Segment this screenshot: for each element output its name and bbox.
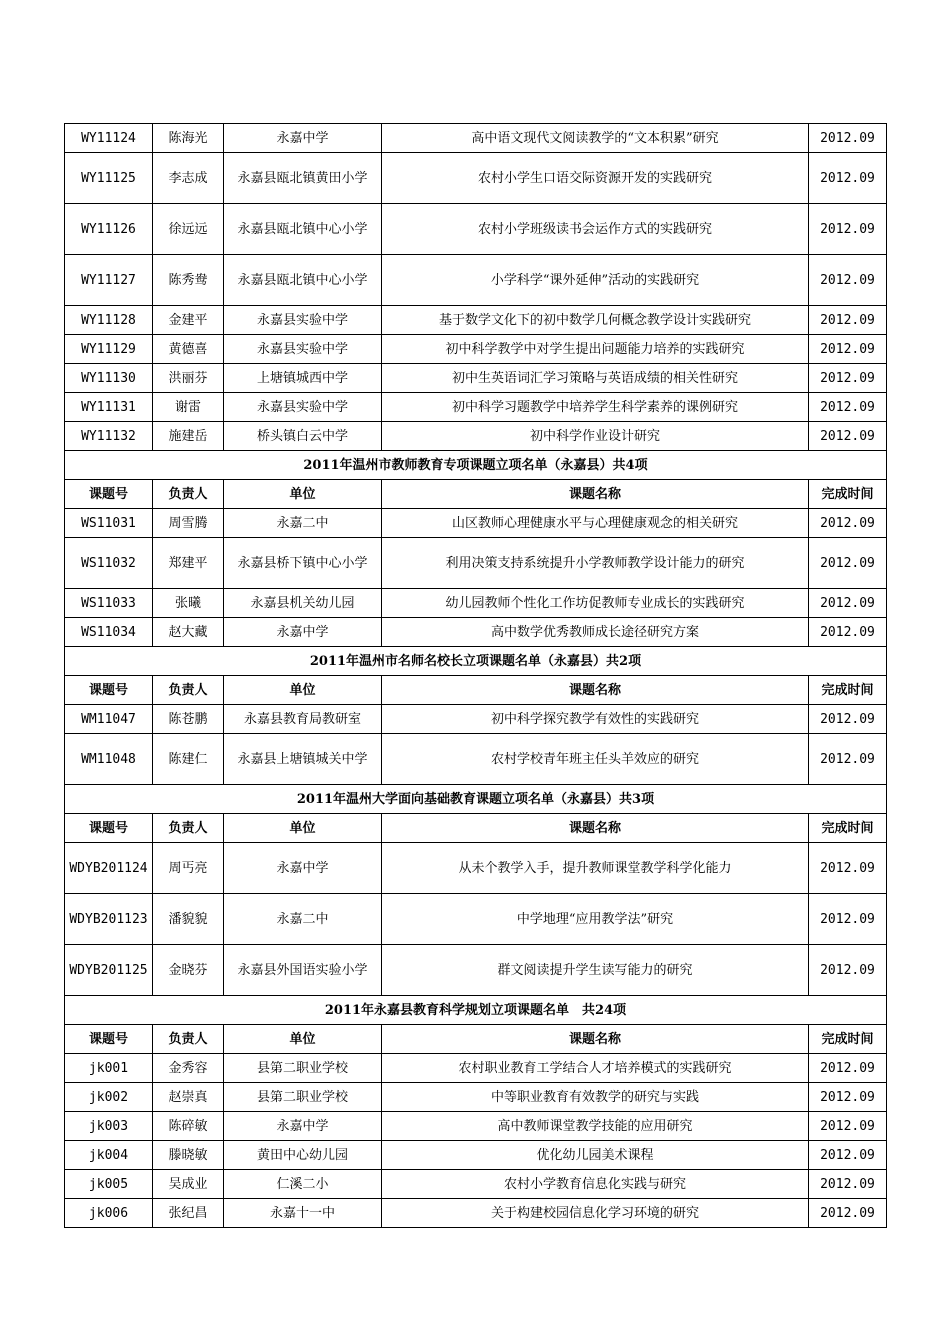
completion-date-cell: 2012.09 xyxy=(809,153,887,204)
section-title-row xyxy=(65,451,887,480)
table-row xyxy=(65,1054,887,1083)
project-title-cell: 关于构建校园信息化学习环境的研究 xyxy=(382,1199,809,1228)
unit-cell: 永嘉县实验中学 xyxy=(224,393,382,422)
header-leader: 负责人 xyxy=(153,480,224,509)
completion-date-cell: 2012.09 xyxy=(809,538,887,589)
unit-cell: 永嘉县机关幼儿园 xyxy=(224,589,382,618)
section-title: 2011年温州市教师教育专项课题立项名单（永嘉县）共4项 xyxy=(65,451,887,480)
header-completion-date: 完成时间 xyxy=(809,480,887,509)
completion-date-cell: 2012.09 xyxy=(809,364,887,393)
leader-cell: 周丐亮 xyxy=(153,843,224,894)
leader-cell: 陈秀鸯 xyxy=(153,255,224,306)
project-title-cell: 幼儿园教师个性化工作坊促教师专业成长的实践研究 xyxy=(382,589,809,618)
header-unit: 单位 xyxy=(224,480,382,509)
unit-cell: 上塘镇城西中学 xyxy=(224,364,382,393)
table-row xyxy=(65,335,887,364)
project-title-cell: 从未个教学入手，提升教师课堂教学科学化能力 xyxy=(382,843,809,894)
project-id-cell: WDYB201125 xyxy=(65,945,153,996)
table-header-row xyxy=(65,814,887,843)
header-project-title: 课题名称 xyxy=(382,480,809,509)
project-title-cell: 农村职业教育工学结合人才培养模式的实践研究 xyxy=(382,1054,809,1083)
project-id-cell: jk003 xyxy=(65,1112,153,1141)
project-id-cell: WDYB201123 xyxy=(65,894,153,945)
leader-cell: 吴成业 xyxy=(153,1170,224,1199)
project-title-cell: 群文阅读提升学生读写能力的研究 xyxy=(382,945,809,996)
table-row xyxy=(65,393,887,422)
completion-date-cell: 2012.09 xyxy=(809,393,887,422)
table-row xyxy=(65,153,887,204)
leader-cell: 郑建平 xyxy=(153,538,224,589)
project-id-cell: WS11031 xyxy=(65,509,153,538)
leader-cell: 陈海光 xyxy=(153,124,224,153)
project-id-cell: WY11130 xyxy=(65,364,153,393)
table-row xyxy=(65,1199,887,1228)
project-id-cell: WDYB201124 xyxy=(65,843,153,894)
header-project-id: 课题号 xyxy=(65,814,153,843)
project-title-cell: 利用决策支持系统提升小学教师教学设计能力的研究 xyxy=(382,538,809,589)
unit-cell: 永嘉县外国语实验小学 xyxy=(224,945,382,996)
unit-cell: 永嘉县瓯北镇中心小学 xyxy=(224,255,382,306)
table-row xyxy=(65,945,887,996)
completion-date-cell: 2012.09 xyxy=(809,705,887,734)
unit-cell: 永嘉十一中 xyxy=(224,1199,382,1228)
completion-date-cell: 2012.09 xyxy=(809,1170,887,1199)
table-row xyxy=(65,843,887,894)
completion-date-cell: 2012.09 xyxy=(809,509,887,538)
leader-cell: 赵崇真 xyxy=(153,1083,224,1112)
project-id-cell: WY11132 xyxy=(65,422,153,451)
leader-cell: 徐远远 xyxy=(153,204,224,255)
unit-cell: 永嘉县上塘镇城关中学 xyxy=(224,734,382,785)
section-title: 2011年永嘉县教育科学规划立项课题名单 共24项 xyxy=(65,996,887,1025)
project-title-cell: 基于数学文化下的初中数学几何概念教学设计实践研究 xyxy=(382,306,809,335)
completion-date-cell: 2012.09 xyxy=(809,618,887,647)
completion-date-cell: 2012.09 xyxy=(809,422,887,451)
unit-cell: 黄田中心幼儿园 xyxy=(224,1141,382,1170)
leader-cell: 施建岳 xyxy=(153,422,224,451)
table-row xyxy=(65,364,887,393)
completion-date-cell: 2012.09 xyxy=(809,335,887,364)
project-title-cell: 优化幼儿园美术课程 xyxy=(382,1141,809,1170)
table-row xyxy=(65,255,887,306)
table-body xyxy=(65,124,887,1228)
table-row xyxy=(65,1112,887,1141)
project-title-cell: 初中科学探究教学有效性的实践研究 xyxy=(382,705,809,734)
leader-cell: 赵大藏 xyxy=(153,618,224,647)
unit-cell: 永嘉县桥下镇中心小学 xyxy=(224,538,382,589)
unit-cell: 永嘉中学 xyxy=(224,618,382,647)
unit-cell: 永嘉县实验中学 xyxy=(224,306,382,335)
leader-cell: 滕晓敏 xyxy=(153,1141,224,1170)
project-id-cell: WM11047 xyxy=(65,705,153,734)
project-title-cell: 农村学校青年班主任头羊效应的研究 xyxy=(382,734,809,785)
completion-date-cell: 2012.09 xyxy=(809,1199,887,1228)
unit-cell: 永嘉二中 xyxy=(224,894,382,945)
leader-cell: 潘貌貌 xyxy=(153,894,224,945)
header-unit: 单位 xyxy=(224,1025,382,1054)
project-title-cell: 初中科学教学中对学生提出问题能力培养的实践研究 xyxy=(382,335,809,364)
project-id-cell: WY11129 xyxy=(65,335,153,364)
project-id-cell: WY11128 xyxy=(65,306,153,335)
header-unit: 单位 xyxy=(224,814,382,843)
section-title-row xyxy=(65,996,887,1025)
completion-date-cell: 2012.09 xyxy=(809,843,887,894)
table-row xyxy=(65,734,887,785)
section-title: 2011年温州市名师名校长立项课题名单（永嘉县）共2项 xyxy=(65,647,887,676)
project-id-cell: WY11125 xyxy=(65,153,153,204)
header-completion-date: 完成时间 xyxy=(809,676,887,705)
table-row xyxy=(65,124,887,153)
leader-cell: 张曦 xyxy=(153,589,224,618)
project-id-cell: jk002 xyxy=(65,1083,153,1112)
header-unit: 单位 xyxy=(224,676,382,705)
leader-cell: 洪丽芬 xyxy=(153,364,224,393)
project-title-cell: 高中数学优秀教师成长途径研究方案 xyxy=(382,618,809,647)
header-project-title: 课题名称 xyxy=(382,814,809,843)
table-row xyxy=(65,589,887,618)
table-header-row xyxy=(65,1025,887,1054)
table-row xyxy=(65,204,887,255)
project-title-cell: 小学科学“课外延伸”活动的实践研究 xyxy=(382,255,809,306)
project-title-cell: 山区教师心理健康水平与心理健康观念的相关研究 xyxy=(382,509,809,538)
completion-date-cell: 2012.09 xyxy=(809,306,887,335)
project-title-cell: 中等职业教育有效教学的研究与实践 xyxy=(382,1083,809,1112)
header-project-id: 课题号 xyxy=(65,480,153,509)
project-title-cell: 初中生英语词汇学习策略与英语成绩的相关性研究 xyxy=(382,364,809,393)
header-leader: 负责人 xyxy=(153,676,224,705)
project-title-cell: 中学地理“应用教学法”研究 xyxy=(382,894,809,945)
header-project-id: 课题号 xyxy=(65,1025,153,1054)
section-title: 2011年温州大学面向基础教育课题立项名单（永嘉县）共3项 xyxy=(65,785,887,814)
project-title-cell: 农村小学教育信息化实践与研究 xyxy=(382,1170,809,1199)
project-id-cell: WS11034 xyxy=(65,618,153,647)
project-title-cell: 高中语文现代文阅读教学的“文本积累”研究 xyxy=(382,124,809,153)
completion-date-cell: 2012.09 xyxy=(809,1112,887,1141)
project-id-cell: WS11033 xyxy=(65,589,153,618)
leader-cell: 陈苍鹏 xyxy=(153,705,224,734)
unit-cell: 永嘉中学 xyxy=(224,1112,382,1141)
completion-date-cell: 2012.09 xyxy=(809,894,887,945)
leader-cell: 周雪腾 xyxy=(153,509,224,538)
project-title-cell: 农村小学班级读书会运作方式的实践研究 xyxy=(382,204,809,255)
unit-cell: 县第二职业学校 xyxy=(224,1054,382,1083)
completion-date-cell: 2012.09 xyxy=(809,255,887,306)
table-row xyxy=(65,509,887,538)
project-id-cell: WY11131 xyxy=(65,393,153,422)
completion-date-cell: 2012.09 xyxy=(809,589,887,618)
leader-cell: 金晓芬 xyxy=(153,945,224,996)
leader-cell: 谢雷 xyxy=(153,393,224,422)
header-project-title: 课题名称 xyxy=(382,1025,809,1054)
completion-date-cell: 2012.09 xyxy=(809,734,887,785)
table-row xyxy=(65,306,887,335)
leader-cell: 陈碎敏 xyxy=(153,1112,224,1141)
table-header-row xyxy=(65,676,887,705)
section-title-row xyxy=(65,785,887,814)
table-row xyxy=(65,894,887,945)
completion-date-cell: 2012.09 xyxy=(809,1083,887,1112)
unit-cell: 永嘉县瓯北镇黄田小学 xyxy=(224,153,382,204)
project-id-cell: WY11124 xyxy=(65,124,153,153)
unit-cell: 仁溪二小 xyxy=(224,1170,382,1199)
completion-date-cell: 2012.09 xyxy=(809,204,887,255)
unit-cell: 永嘉中学 xyxy=(224,843,382,894)
leader-cell: 陈建仁 xyxy=(153,734,224,785)
project-list-table xyxy=(64,123,887,1228)
completion-date-cell: 2012.09 xyxy=(809,1054,887,1083)
project-title-cell: 初中科学习题教学中培养学生科学素养的课例研究 xyxy=(382,393,809,422)
unit-cell: 永嘉县瓯北镇中心小学 xyxy=(224,204,382,255)
leader-cell: 金建平 xyxy=(153,306,224,335)
section-title-row xyxy=(65,647,887,676)
project-title-cell: 农村小学生口语交际资源开发的实践研究 xyxy=(382,153,809,204)
project-id-cell: WY11127 xyxy=(65,255,153,306)
header-completion-date: 完成时间 xyxy=(809,1025,887,1054)
project-id-cell: jk004 xyxy=(65,1141,153,1170)
header-project-id: 课题号 xyxy=(65,676,153,705)
project-id-cell: jk006 xyxy=(65,1199,153,1228)
completion-date-cell: 2012.09 xyxy=(809,1141,887,1170)
header-leader: 负责人 xyxy=(153,814,224,843)
unit-cell: 桥头镇白云中学 xyxy=(224,422,382,451)
unit-cell: 永嘉二中 xyxy=(224,509,382,538)
table-row xyxy=(65,1083,887,1112)
project-title-cell: 高中教师课堂教学技能的应用研究 xyxy=(382,1112,809,1141)
leader-cell: 张纪昌 xyxy=(153,1199,224,1228)
leader-cell: 黄德喜 xyxy=(153,335,224,364)
project-id-cell: jk005 xyxy=(65,1170,153,1199)
table-row xyxy=(65,1170,887,1199)
header-completion-date: 完成时间 xyxy=(809,814,887,843)
table-header-row xyxy=(65,480,887,509)
project-title-cell: 初中科学作业设计研究 xyxy=(382,422,809,451)
table-row xyxy=(65,538,887,589)
project-id-cell: jk001 xyxy=(65,1054,153,1083)
table-row xyxy=(65,422,887,451)
table-row xyxy=(65,618,887,647)
unit-cell: 永嘉县实验中学 xyxy=(224,335,382,364)
leader-cell: 李志成 xyxy=(153,153,224,204)
unit-cell: 永嘉县教育局教研室 xyxy=(224,705,382,734)
unit-cell: 县第二职业学校 xyxy=(224,1083,382,1112)
header-leader: 负责人 xyxy=(153,1025,224,1054)
table-row xyxy=(65,705,887,734)
leader-cell: 金秀容 xyxy=(153,1054,224,1083)
project-id-cell: WM11048 xyxy=(65,734,153,785)
project-id-cell: WY11126 xyxy=(65,204,153,255)
project-id-cell: WS11032 xyxy=(65,538,153,589)
unit-cell: 永嘉中学 xyxy=(224,124,382,153)
completion-date-cell: 2012.09 xyxy=(809,945,887,996)
completion-date-cell: 2012.09 xyxy=(809,124,887,153)
table-row xyxy=(65,1141,887,1170)
header-project-title: 课题名称 xyxy=(382,676,809,705)
